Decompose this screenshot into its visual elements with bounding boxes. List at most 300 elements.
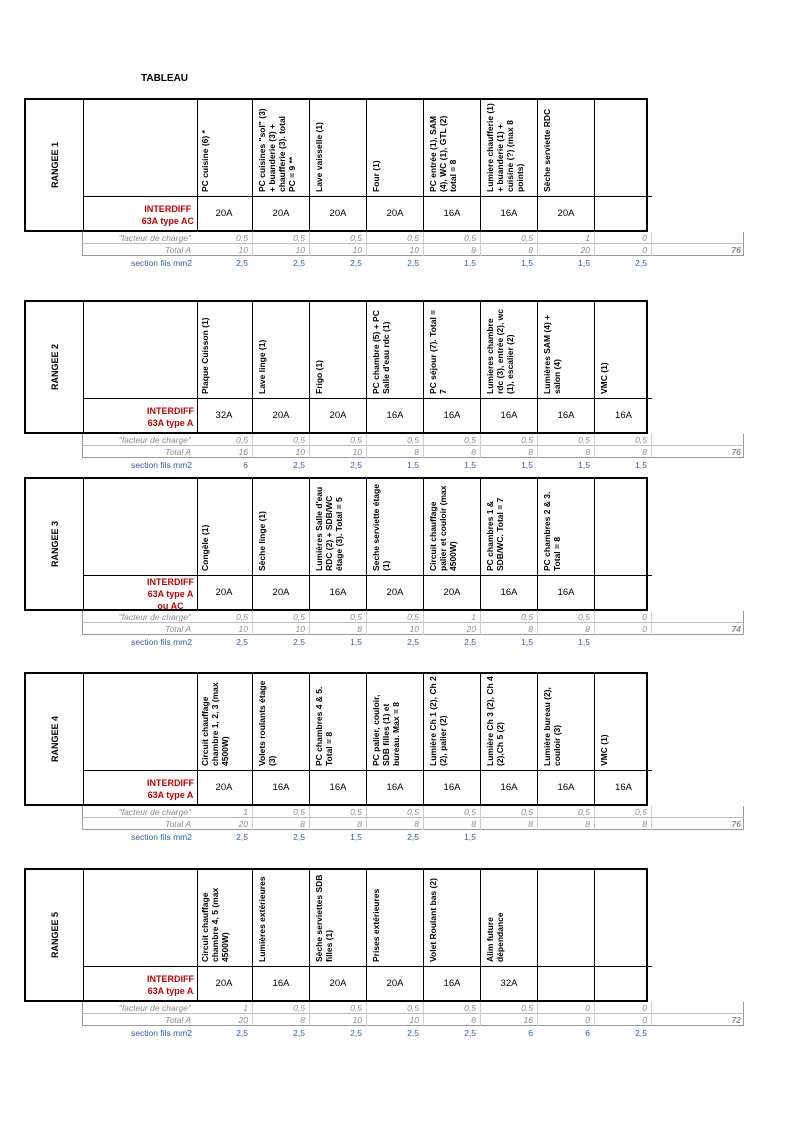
rangee-label-cell — [26, 479, 84, 609]
total-value: 16 — [481, 1014, 538, 1026]
empty-header-cell — [84, 674, 198, 770]
circuit-amperage: 16A — [595, 770, 652, 806]
circuit-label: Volet Roulant bas (2) — [428, 878, 438, 962]
circuit-header — [481, 302, 538, 398]
facteur-value: 0,5 — [595, 806, 652, 818]
circuit-amperage: 16A — [481, 575, 538, 611]
total-label: Total A — [165, 245, 191, 255]
total-value: 10 — [253, 244, 310, 256]
circuit-header — [424, 100, 481, 196]
total-row — [82, 1014, 744, 1026]
circuit-label: Lumière bureau (2), couloir (3) — [542, 687, 562, 766]
circuit-header — [253, 100, 310, 196]
circuit-header — [196, 674, 253, 770]
circuit-amperage: 20A — [424, 575, 481, 611]
circuit-amperage — [595, 966, 652, 1002]
rangee-table — [24, 672, 648, 806]
section-value: 2,5 — [350, 258, 362, 268]
section-label: section fils mm2 — [131, 460, 192, 470]
facteur-value: 0,5 — [310, 1002, 367, 1014]
circuit-label: Sèche linge (1) — [257, 511, 267, 571]
facteur-value: 0,5 — [538, 434, 595, 446]
circuit-label: Sèche serviette RDC — [542, 108, 552, 192]
circuit-amperage: 20A — [367, 966, 424, 1002]
section-value: 6 — [243, 460, 248, 470]
interdiff-cell — [84, 398, 198, 434]
circuit-label: Frigo (1) — [314, 360, 324, 394]
total-value: 8 — [424, 446, 481, 458]
rangee-block — [24, 477, 744, 652]
facteur-value: 0,5 — [481, 611, 538, 623]
rangee-label: RANGEE 3 — [49, 520, 60, 568]
interdiff-label: INTERDIFF 63A type A — [147, 973, 194, 996]
facteur-label: "facteur de charge" — [118, 435, 191, 445]
section-value: 1,5 — [407, 460, 419, 470]
rangee-label: RANGEE 5 — [49, 911, 60, 959]
facteur-value: 0,5 — [595, 434, 652, 446]
section-label: section fils mm2 — [131, 832, 192, 842]
facteur-value: 0 — [595, 611, 652, 623]
circuit-header — [481, 674, 538, 770]
rangee-label-cell — [26, 870, 84, 1000]
section-value: 1,5 — [578, 460, 590, 470]
circuit-header — [367, 302, 424, 398]
facteur-value: 0,5 — [196, 434, 253, 446]
circuit-amperage — [595, 196, 652, 232]
section-value: 1,5 — [521, 460, 533, 470]
facteur-label: "facteur de charge" — [118, 612, 191, 622]
circuit-header — [367, 870, 424, 966]
facteur-value: 0,5 — [424, 232, 481, 244]
circuit-amperage: 16A — [481, 398, 538, 434]
circuit-header — [310, 870, 367, 966]
circuit-amperage: 16A — [424, 966, 481, 1002]
facteur-value: 0,5 — [481, 232, 538, 244]
facteur-value: 0,5 — [424, 806, 481, 818]
circuit-amperage: 20A — [310, 196, 367, 232]
circuit-amperage: 16A — [367, 398, 424, 434]
circuit-header — [367, 479, 424, 575]
facteur-value: 1 — [424, 611, 481, 623]
circuit-label: Lumieres chambre rdc (3), entrée (2), wc (1), escalier (2) — [485, 308, 515, 394]
total-sum: 76 — [731, 245, 741, 255]
section-value: 2,5 — [293, 1028, 305, 1038]
rangee-label: RANGEE 2 — [49, 343, 60, 391]
facteur-row — [82, 806, 744, 818]
interdiff-cell — [84, 196, 198, 232]
facteur-value: 0,5 — [253, 611, 310, 623]
circuit-amperage: 16A — [538, 575, 595, 611]
total-row — [82, 623, 744, 635]
facteur-value: 0,5 — [310, 611, 367, 623]
facteur-value: 0 — [595, 1002, 652, 1014]
facteur-value: 0,5 — [424, 434, 481, 446]
facteur-value: 0,5 — [253, 434, 310, 446]
circuit-header — [595, 302, 652, 398]
circuit-label: Lave linge (1) — [257, 339, 267, 394]
circuit-header — [310, 100, 367, 196]
total-label: Total A — [165, 819, 191, 829]
circuit-amperage: 20A — [538, 196, 595, 232]
section-value: 2,5 — [236, 832, 248, 842]
circuit-amperage: 16A — [424, 398, 481, 434]
total-value: 8 — [253, 818, 310, 830]
section-value: 2,5 — [236, 1028, 248, 1038]
facteur-value: 0,5 — [196, 232, 253, 244]
circuit-amperage: 16A — [253, 770, 310, 806]
total-value: 10 — [367, 623, 424, 635]
rangee-block — [24, 868, 744, 1043]
rangee-block — [24, 98, 744, 273]
total-value: 8 — [424, 1014, 481, 1026]
section-value: 2,5 — [635, 258, 647, 268]
facteur-value: 0,5 — [253, 1002, 310, 1014]
facteur-value: 0,5 — [253, 232, 310, 244]
circuit-header — [253, 302, 310, 398]
circuit-header — [424, 674, 481, 770]
total-value: 20 — [196, 818, 253, 830]
interdiff-cell — [84, 966, 198, 1002]
circuit-label: Lave vaisselle (1) — [314, 122, 324, 192]
circuit-label: PC chambres 4 & 5. Total = 8 — [314, 686, 334, 766]
total-value: 10 — [310, 1014, 367, 1026]
total-value: 20 — [538, 244, 595, 256]
circuit-amperage: 32A — [196, 398, 253, 434]
facteur-row — [82, 434, 744, 446]
section-value: 2,5 — [407, 258, 419, 268]
total-value: 8 — [481, 818, 538, 830]
facteur-value: 0,5 — [481, 1002, 538, 1014]
section-value: 1,5 — [635, 460, 647, 470]
circuit-amperage: 32A — [481, 966, 538, 1002]
section-value: 2,5 — [464, 637, 476, 647]
section-value: 2,5 — [236, 637, 248, 647]
total-value: 10 — [367, 1014, 424, 1026]
total-value: 8 — [367, 446, 424, 458]
circuit-label: PC séjour (7). Total = 7 — [428, 309, 448, 394]
total-row — [82, 446, 744, 458]
circuit-amperage: 20A — [196, 770, 253, 806]
facteur-label: "facteur de charge" — [118, 807, 191, 817]
total-label: Total A — [165, 624, 191, 634]
total-value: 8 — [538, 818, 595, 830]
circuit-amperage: 20A — [196, 966, 253, 1002]
section-value: 2,5 — [293, 832, 305, 842]
total-value: 8 — [310, 818, 367, 830]
circuit-header — [538, 302, 595, 398]
section-value: 2,5 — [635, 1028, 647, 1038]
circuit-amperage: 16A — [538, 770, 595, 806]
page-title: TABLEAU — [141, 73, 189, 84]
section-row — [82, 636, 744, 648]
total-value: 10 — [310, 244, 367, 256]
facteur-value: 0,5 — [481, 434, 538, 446]
empty-header-cell — [84, 870, 198, 966]
circuit-header — [538, 100, 595, 196]
circuit-label — [599, 481, 649, 571]
interdiff-label: INTERDIFF 63A type A — [147, 777, 194, 800]
interdiff-label: INTERDIFF 63A type AC — [141, 203, 194, 226]
circuit-header — [196, 479, 253, 575]
total-row — [82, 244, 744, 256]
interdiff-label: INTERDIFF 63A type A — [147, 405, 194, 428]
circuit-amperage: 16A — [310, 575, 367, 611]
facteur-value: 0,5 — [481, 806, 538, 818]
section-label: section fils mm2 — [131, 1028, 192, 1038]
section-value: 2,5 — [350, 460, 362, 470]
section-label: section fils mm2 — [131, 637, 192, 647]
section-row — [82, 831, 744, 843]
interdiff-cell — [84, 770, 198, 806]
empty-header-cell — [84, 302, 198, 398]
facteur-value: 0,5 — [538, 611, 595, 623]
section-value: 1,5 — [578, 637, 590, 647]
total-value: 20 — [424, 623, 481, 635]
circuit-amperage: 16A — [481, 196, 538, 232]
circuit-header — [595, 100, 652, 196]
total-value: 8 — [595, 818, 652, 830]
total-value: 8 — [538, 446, 595, 458]
facteur-label: "facteur de charge" — [118, 1003, 191, 1013]
rangee-table — [24, 477, 648, 611]
circuit-header — [424, 479, 481, 575]
circuit-label: Circuit chauffage chambre 4, 5 (max 4500W) — [200, 887, 230, 962]
facteur-value: 0,5 — [310, 434, 367, 446]
section-value: 1,5 — [350, 637, 362, 647]
facteur-value: 0,5 — [424, 1002, 481, 1014]
facteur-value: 0,5 — [253, 806, 310, 818]
rangee-table — [24, 98, 648, 232]
circuit-header — [310, 302, 367, 398]
total-label: Total A — [165, 1015, 191, 1025]
section-value: 1,5 — [578, 258, 590, 268]
total-value: 0 — [595, 244, 652, 256]
circuit-label: Lumière Ch 3 (2), Ch 4 (2),Ch 5 (2) — [485, 676, 505, 766]
total-value: 0 — [595, 1014, 652, 1026]
section-value: 2,5 — [293, 460, 305, 470]
circuit-amperage: 20A — [367, 575, 424, 611]
circuit-amperage: 20A — [253, 398, 310, 434]
total-value: 8 — [253, 1014, 310, 1026]
section-value: 2,5 — [236, 258, 248, 268]
facteur-value: 1 — [538, 232, 595, 244]
circuit-label: Lumières SAM (4) + salon (4) — [542, 314, 562, 394]
circuit-header — [253, 674, 310, 770]
circuit-amperage: 16A — [253, 966, 310, 1002]
circuit-amperage: 16A — [367, 770, 424, 806]
section-row — [82, 1027, 744, 1039]
circuit-header — [367, 100, 424, 196]
section-row — [82, 459, 744, 471]
section-label: section fils mm2 — [131, 258, 192, 268]
circuit-label: PC chambres 1 & SDB/WC. Total = 7 — [485, 497, 505, 571]
rangee-block — [24, 300, 744, 475]
circuit-label: Prises extérieures — [371, 888, 381, 962]
circuit-header — [481, 870, 538, 966]
circuit-label: Four (1) — [371, 160, 381, 192]
rangee-label-cell — [26, 302, 84, 432]
circuit-label: Volets roulants étage (3) — [257, 680, 277, 766]
circuit-header — [595, 870, 652, 966]
facteur-label: "facteur de charge" — [118, 233, 191, 243]
circuit-amperage: 16A — [538, 398, 595, 434]
circuit-header — [196, 100, 253, 196]
circuit-label: Plaque Cuisson (1) — [200, 317, 210, 394]
circuit-label: VMC (1) — [599, 734, 609, 766]
circuit-label: PC cuisines "sol" (3) + buanderie (3) + chaufferie (3). total PC = 9 ** — [257, 108, 297, 192]
circuit-header — [595, 479, 652, 575]
circuit-amperage: 20A — [367, 196, 424, 232]
section-value: 1,5 — [464, 258, 476, 268]
section-value: 1,5 — [521, 637, 533, 647]
section-value: 2,5 — [407, 1028, 419, 1038]
circuit-amperage: 20A — [253, 575, 310, 611]
total-value: 10 — [367, 244, 424, 256]
facteur-row — [82, 232, 744, 244]
total-value: 8 — [481, 623, 538, 635]
total-sum: 72 — [731, 1015, 741, 1025]
section-value: 2,5 — [464, 1028, 476, 1038]
circuit-label: Seche serviette étage (1) — [371, 484, 391, 571]
rangee-label-cell — [26, 100, 84, 230]
total-value: 8 — [310, 623, 367, 635]
circuit-label: Circuit chauffage palier et couloir (max 4500W) — [428, 485, 458, 571]
circuit-amperage: 20A — [310, 398, 367, 434]
total-value: 10 — [310, 446, 367, 458]
total-sum: 76 — [731, 447, 741, 457]
circuit-label: PC cuisine (6) * — [200, 130, 210, 192]
rangee-label: RANGEE 4 — [49, 715, 60, 763]
total-value: 8 — [481, 446, 538, 458]
section-value: 2,5 — [407, 832, 419, 842]
facteur-value: 0,5 — [196, 611, 253, 623]
circuit-label: Congèle (1) — [200, 524, 210, 571]
total-value: 8 — [424, 818, 481, 830]
circuit-amperage: 16A — [310, 770, 367, 806]
circuit-header — [595, 674, 652, 770]
total-row — [82, 818, 744, 830]
total-value: 10 — [253, 446, 310, 458]
facteur-value: 0,5 — [367, 611, 424, 623]
facteur-value: 0,5 — [367, 806, 424, 818]
circuit-header — [538, 479, 595, 575]
interdiff-label: INTERDIFF 63A type A ou AC — [147, 576, 194, 611]
circuit-label: Lumiere chaufferie (1) + buanderie (1) + cuisine (?) (max 8 points) — [485, 103, 525, 192]
circuit-header — [424, 870, 481, 966]
circuit-amperage: 16A — [481, 770, 538, 806]
circuit-header — [424, 302, 481, 398]
circuit-label: PC chambre (5) + PC Salle d'eau rdc (1) — [371, 310, 391, 394]
empty-header-cell — [84, 100, 198, 196]
circuit-label: PC entrée (1), SAM (4), WC (1), GTL (2) total = 8 — [428, 115, 458, 192]
section-value: 2,5 — [350, 1028, 362, 1038]
section-value: 6 — [585, 1028, 590, 1038]
section-row — [82, 257, 744, 269]
facteur-value: 0 — [538, 1002, 595, 1014]
section-value: 2,5 — [407, 637, 419, 647]
facteur-value: 0,5 — [310, 806, 367, 818]
total-value: 10 — [253, 623, 310, 635]
section-value: 6 — [528, 1028, 533, 1038]
total-value: 8 — [481, 244, 538, 256]
facteur-value: 0,5 — [367, 1002, 424, 1014]
total-value: 16 — [196, 446, 253, 458]
facteur-value: 0,5 — [538, 806, 595, 818]
total-sum: 74 — [731, 624, 741, 634]
circuit-header — [538, 870, 595, 966]
circuit-label: PC palier, couloir, SDB filles (1) et bureau. Max = 8 — [371, 694, 401, 766]
circuit-label: Circuit chauffage chambre 1, 2, 3 (max 4500W) — [200, 682, 230, 766]
circuit-label: PC chambres 2 & 3. Total = 8 — [542, 491, 562, 571]
total-value: 8 — [424, 244, 481, 256]
circuit-label — [599, 102, 649, 192]
facteur-row — [82, 611, 744, 623]
circuit-amperage — [538, 966, 595, 1002]
rangee-block — [24, 672, 744, 847]
empty-header-cell — [84, 479, 198, 575]
circuit-label — [599, 872, 649, 962]
total-value: 0 — [595, 623, 652, 635]
facteur-value: 1 — [196, 806, 253, 818]
total-value: 10 — [196, 623, 253, 635]
section-value: 1,5 — [464, 460, 476, 470]
section-value: 1,5 — [350, 832, 362, 842]
total-label: Total A — [165, 447, 191, 457]
circuit-amperage: 16A — [424, 196, 481, 232]
circuit-label: Alim future dépendance — [485, 912, 505, 962]
circuit-header — [253, 479, 310, 575]
circuit-label — [542, 872, 592, 962]
total-value: 20 — [196, 1014, 253, 1026]
section-value: 2,5 — [293, 258, 305, 268]
facteur-value: 0,5 — [310, 232, 367, 244]
circuit-label: Lumières Salle d'eau RDC (2) + SDB/WC étage (3). Total = 5 — [314, 486, 344, 571]
circuit-label: Sèche serviettes SDB filles (1) — [314, 874, 334, 962]
total-value: 0 — [538, 1014, 595, 1026]
circuit-amperage: 20A — [253, 196, 310, 232]
circuit-amperage: 20A — [196, 196, 253, 232]
total-value: 8 — [367, 818, 424, 830]
section-value: 1,5 — [464, 832, 476, 842]
section-value: 2,5 — [293, 637, 305, 647]
circuit-header — [481, 479, 538, 575]
total-sum: 76 — [731, 819, 741, 829]
circuit-header — [310, 479, 367, 575]
circuit-header — [310, 674, 367, 770]
facteur-value: 0,5 — [367, 232, 424, 244]
circuit-header — [196, 870, 253, 966]
facteur-row — [82, 1002, 744, 1014]
circuit-amperage: 20A — [310, 966, 367, 1002]
circuit-label: Lumières extérieures — [257, 876, 267, 962]
facteur-value: 1 — [196, 1002, 253, 1014]
interdiff-cell — [84, 575, 198, 611]
section-value: 1,5 — [521, 258, 533, 268]
circuit-amperage: 16A — [595, 398, 652, 434]
facteur-value: 0 — [595, 232, 652, 244]
circuit-label: Lumière Ch 1 (2), Ch 2 (2), palier (2) — [428, 676, 448, 766]
total-value: 8 — [538, 623, 595, 635]
circuit-header — [481, 100, 538, 196]
rangee-label-cell — [26, 674, 84, 804]
circuit-header — [367, 674, 424, 770]
rangee-table — [24, 300, 648, 434]
circuit-label: VMC (1) — [599, 362, 609, 394]
total-value: 8 — [595, 446, 652, 458]
circuit-header — [253, 870, 310, 966]
facteur-value: 0,5 — [367, 434, 424, 446]
total-value: 10 — [196, 244, 253, 256]
